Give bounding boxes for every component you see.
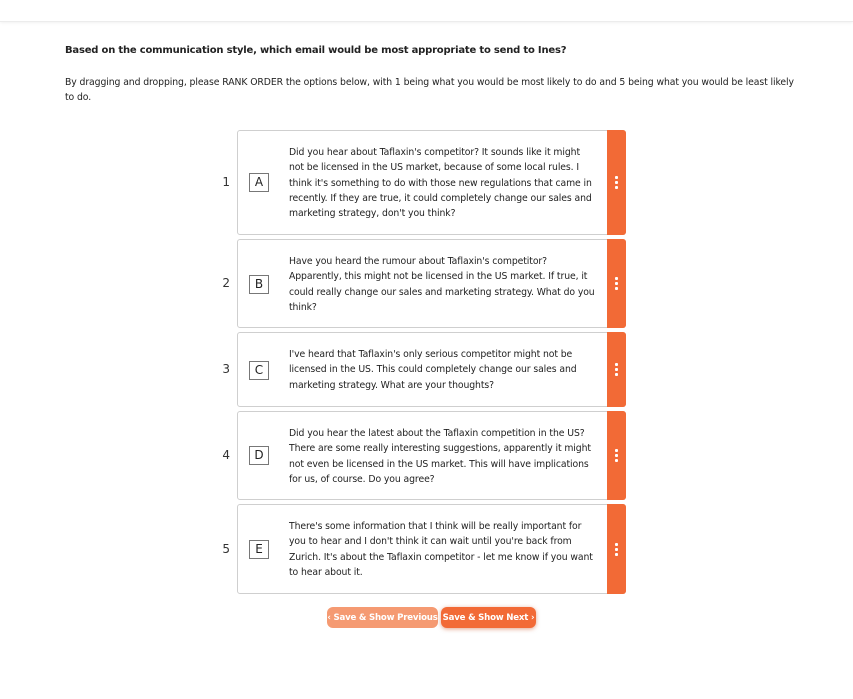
rank-row-3 bbox=[0, 332, 853, 407]
option-card-a[interactable] bbox=[237, 130, 626, 235]
save-show-next-button[interactable]: Save & Show Next › bbox=[441, 607, 536, 628]
option-card-b[interactable] bbox=[237, 239, 626, 328]
option-text: Have you heard the rumour about Taflaxin's competitor? Apparently, this might not be licensed in the US market. If true, it could really change our sales and marketing strategy. What do you think? bbox=[289, 256, 595, 313]
rank-number: 3 bbox=[222, 362, 230, 376]
question-title: Based on the communication style, which email would be most appropriate to send to Ines? bbox=[65, 45, 567, 56]
grip-vertical-icon[interactable] bbox=[607, 239, 626, 328]
option-letter: C bbox=[249, 361, 269, 380]
option-letter: A bbox=[249, 173, 269, 192]
rank-number: 2 bbox=[222, 276, 230, 290]
rank-row-4 bbox=[0, 411, 853, 500]
grip-vertical-icon[interactable] bbox=[607, 130, 626, 235]
rank-row-2 bbox=[0, 239, 853, 328]
rank-number: 4 bbox=[222, 448, 230, 462]
option-text: Did you hear about Taflaxin's competitor? It sounds like it might not be licensed in the US market, because of some local rules. I think it's something to do with those new regulations that came in recently. If they are true, it could completely change our sales and marketing strategy, don't you think? bbox=[289, 147, 592, 220]
option-card-c[interactable] bbox=[237, 332, 626, 407]
option-text: I've heard that Taflaxin's only serious competitor might not be licensed in the US. This could completely change our sales and marketing strategy. What are your thoughts? bbox=[289, 349, 577, 391]
instructions-text: By dragging and dropping, please RANK ORDER the options below, with 1 being what you would be most likely to do and 5 being what you would be least likely to do. bbox=[65, 77, 794, 103]
option-text: There's some information that I think will be really important for you to hear and I don't think it can wait until you're back from Zurich. It's about the Taflaxin competitor - let me know if you want to hear about it. bbox=[289, 521, 593, 578]
option-letter: D bbox=[249, 446, 269, 465]
option-card-d[interactable] bbox=[237, 411, 626, 500]
option-letter: B bbox=[249, 275, 269, 294]
grip-vertical-icon[interactable] bbox=[607, 411, 626, 500]
rank-number: 1 bbox=[222, 175, 230, 189]
top-bar bbox=[0, 0, 853, 22]
grip-vertical-icon[interactable] bbox=[607, 504, 626, 594]
grip-vertical-icon[interactable] bbox=[607, 332, 626, 407]
option-card-e[interactable] bbox=[237, 504, 626, 594]
rank-row-1 bbox=[0, 130, 853, 235]
rank-row-5 bbox=[0, 504, 853, 594]
save-show-previous-button[interactable]: ‹ Save & Show Previous bbox=[327, 607, 438, 628]
option-letter: E bbox=[249, 540, 269, 559]
rank-number: 5 bbox=[222, 542, 230, 556]
option-text: Did you hear the latest about the Taflaxin competition in the US? There are some really interesting suggestions, apparently it might not even be licensed in the US market. This will have implications for us, of course. Do you agree? bbox=[289, 428, 591, 485]
